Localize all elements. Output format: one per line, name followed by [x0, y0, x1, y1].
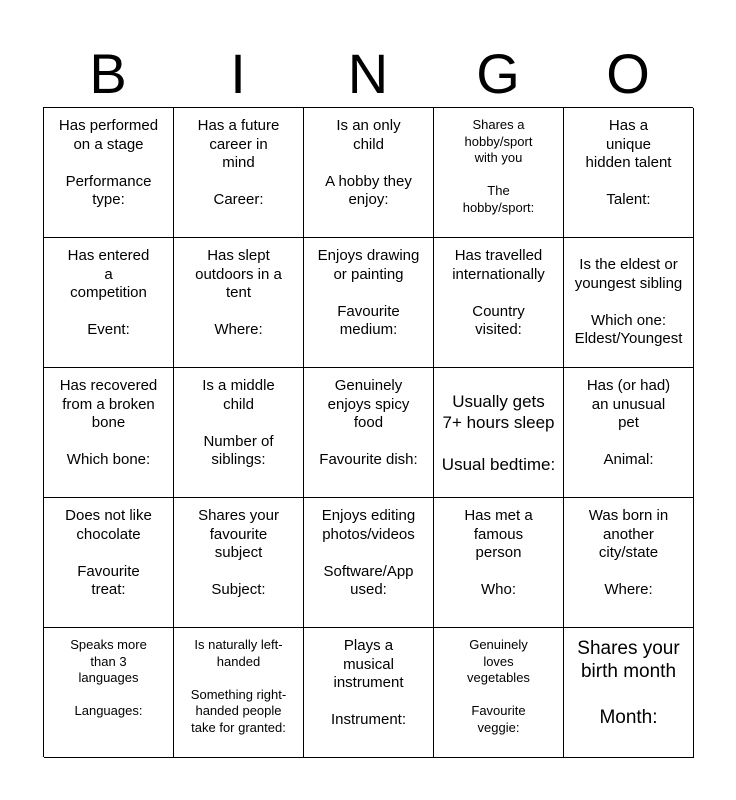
bingo-cell-r2-c3[interactable]: Enjoys drawing or painting Favourite medium:: [304, 238, 434, 368]
bingo-cell-r5-c2[interactable]: Is naturally left- handed Something right- handed people take for granted:: [174, 628, 304, 758]
bingo-cell-r4-c3[interactable]: Enjoys editing photos/videos Software/App used:: [304, 498, 434, 628]
bingo-cell-r5-c5[interactable]: Shares your birth month Month:: [564, 628, 694, 758]
bingo-cell-r4-c1[interactable]: Does not like chocolate Favourite treat:: [44, 498, 174, 628]
bingo-cell-r2-c5[interactable]: Is the eldest or youngest sibling Which one: Eldest/Youngest: [564, 238, 694, 368]
bingo-cell-r3-c4[interactable]: Usually gets 7+ hours sleep Usual bedtime:: [434, 368, 564, 498]
bingo-cell-r1-c1[interactable]: Has performed on a stage Performance type:: [44, 108, 174, 238]
bingo-cell-r3-c5[interactable]: Has (or had) an unusual pet Animal:: [564, 368, 694, 498]
bingo-cell-r5-c1[interactable]: Speaks more than 3 languages Languages:: [44, 628, 174, 758]
bingo-cell-r1-c4[interactable]: Shares a hobby/sport with you The hobby/sport:: [434, 108, 564, 238]
header-letter-o: O: [606, 42, 650, 105]
bingo-cell-r4-c2[interactable]: Shares your favourite subject Subject:: [174, 498, 304, 628]
bingo-cell-r1-c3[interactable]: Is an only child A hobby they enjoy:: [304, 108, 434, 238]
bingo-cell-r3-c1[interactable]: Has recovered from a broken bone Which bone:: [44, 368, 174, 498]
bingo-grid: [43, 107, 693, 757]
bingo-cell-r4-c4[interactable]: Has met a famous person Who:: [434, 498, 564, 628]
bingo-cell-r5-c4[interactable]: Genuinely loves vegetables Favourite veggie:: [434, 628, 564, 758]
header-letter-i: I: [230, 42, 246, 105]
bingo-cell-r2-c1[interactable]: Has entered a competition Event:: [44, 238, 174, 368]
bingo-cell-r3-c2[interactable]: Is a middle child Number of siblings:: [174, 368, 304, 498]
bingo-cell-r2-c4[interactable]: Has travelled internationally Country visited:: [434, 238, 564, 368]
bingo-cell-r1-c2[interactable]: Has a future career in mind Career:: [174, 108, 304, 238]
header-letter-n: N: [347, 42, 389, 105]
bingo-cell-r5-c3[interactable]: Plays a musical instrument Instrument:: [304, 628, 434, 758]
bingo-cell-r2-c2[interactable]: Has slept outdoors in a tent Where:: [174, 238, 304, 368]
bingo-cell-r3-c3[interactable]: Genuinely enjoys spicy food Favourite dish:: [304, 368, 434, 498]
header-letter-b: B: [89, 42, 127, 105]
bingo-cell-r1-c5[interactable]: Has a unique hidden talent Talent:: [564, 108, 694, 238]
bingo-cell-r4-c5[interactable]: Was born in another city/state Where:: [564, 498, 694, 628]
bingo-header: [43, 40, 693, 108]
header-letter-g: G: [476, 42, 520, 105]
